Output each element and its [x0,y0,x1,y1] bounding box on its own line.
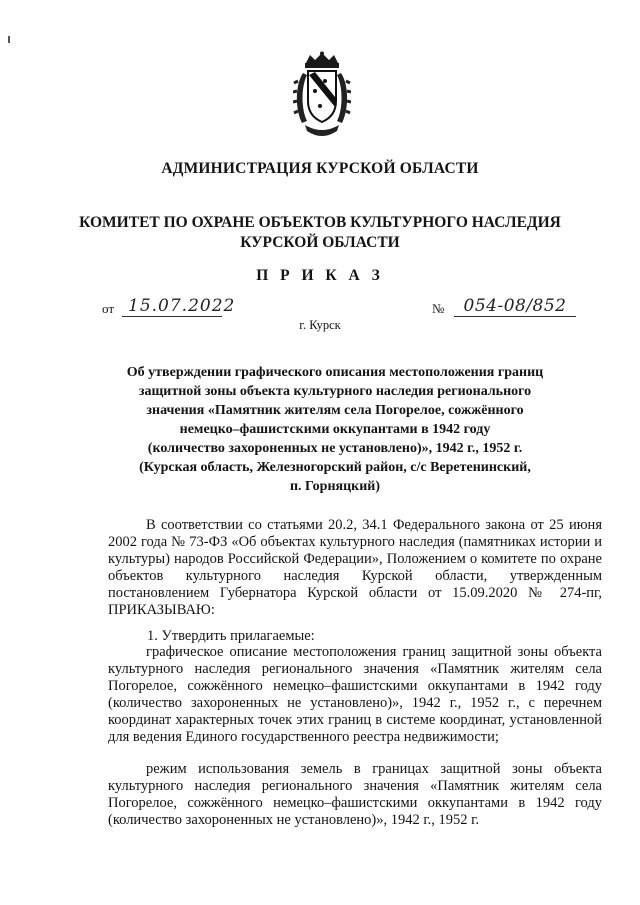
committee-title [0,213,640,253]
document-type: П Р И К А З [256,267,384,284]
body-paragraph-item-1: 1. Утвердить прилагаемые: [147,628,315,644]
order-subject [100,363,570,496]
coat-of-arms-icon [293,51,351,147]
date-value: 15.07.2022 [122,296,222,317]
subject-line: Об утверждении графического описания местоположения границ [126,365,544,380]
subject-line: защитной зоны объекта культурного наследия регионального [138,384,532,399]
number-label: № [432,301,445,316]
subject-line: (количество захороненных не установлено)», 1942 г., 1952 г. [147,441,523,456]
number-value: 054-08/852 [454,296,576,317]
subject-line: п. Горняцкий) [289,479,381,494]
date-label: от [102,301,115,316]
body-paragraph-preamble: В соответствии со статьями 20.2, 34.1 Федерального закона от 25 июня 2002 года № 73-ФЗ «Об объектах культурного наследия (памятниках истории и культуры) народов Российской Федерации», Положением о комитете по охране объектов культурного наследия Курской области, утвержденным постановлением Губернатора Курской области от 15.09.2020 № 274-пг, ПРИКАЗЫВАЮ: [108,517,602,618]
body-paragraph-land-use-regime: режим использования земель в границах защитной зоны объекта культурного наследия регионального значения «Памятник жителям села Погорелое, сожжённого немецко–фашистскими оккупантами в 1942 году (количество захороненных не установлено)», 1942 г., 1952 г. [108,761,602,828]
committee-title-line: КОМИТЕТ ПО ОХРАНЕ ОБЪЕКТОВ КУЛЬТУРНОГО НАСЛЕДИЯ [79,214,561,231]
subject-line: значения «Памятник жителям села Погорелое, сожжённого [146,403,524,418]
subject-line: (Курская область, Железногорский район, с/с Веретенинский, [139,460,531,475]
body-paragraph-graphic-description: графическое описание местоположения границ защитной зоны объекта культурного наследия регионального значения «Памятник жителям села Погорелое, сожжённого немецко–фашистскими оккупантами в 1942 году (количество захороненных не установлено)», 1942 г., 1952 г., с перечнем координат характерных точек этих границ в системе координат, установленной для ведения Единого государственного реестра недвижимости; [108,644,602,745]
committee-title-line: КУРСКОЙ ОБЛАСТИ [240,234,400,251]
administration-title: АДМИНИСТРАЦИЯ КУРСКОЙ ОБЛАСТИ [161,160,479,177]
subject-line: немецко–фашистскими оккупантами в 1942 году [179,422,491,437]
scan-mark [8,36,10,43]
city: г. Курск [299,318,341,332]
